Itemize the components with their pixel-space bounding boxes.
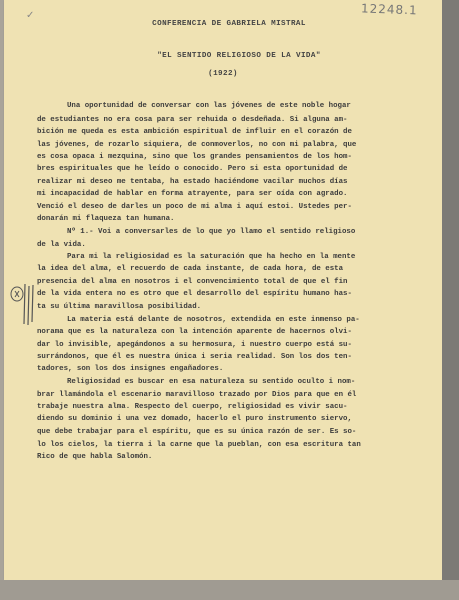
text-line: Una oportunidad de conversar con las jóvenes de este noble hogar <box>67 102 351 110</box>
text-line: dar lo invisible, apegándonos a su hermosura, i nuestro cuerpo está su- <box>37 341 352 349</box>
text-line: lo los cielos, la tierra i la carne que la pueblan, con esa escritura tan <box>37 441 361 449</box>
text-line: presencia del alma en nosotros i el convencimiento total de que el fin <box>37 278 348 286</box>
text-line: Religiosidad es buscar en esa naturaleza su sentido oculto i nom- <box>67 378 356 386</box>
text-line: tadores, son los dos insignes engañadores. <box>37 365 224 373</box>
text-line: realizar mi deseo me tentaba, ha estado haciéndome vacilar muchos días <box>37 178 348 186</box>
text-line: norama que es la naturaleza con la intención aparente de hacernos olvi- <box>37 328 352 336</box>
lecture-title: "EL SENTIDO RELIGIOSO DE LA VIDA" <box>157 52 321 60</box>
text-line: trabaje nuestra alma. Respecto del cuerpo, religiosidad es vivir sacu- <box>37 403 348 411</box>
text-line: surrándonos, que él es nuestra única i seria realidad. Son los dos ten- <box>37 353 352 361</box>
scanner-edge <box>442 0 459 600</box>
text-line: las jóvenes, de rozarlo siquiera, de conmoverlos, no con mi palabra, que <box>37 141 357 149</box>
text-line: de la vida entera no es otro que el desarrollo del espíritu humano has- <box>37 290 352 298</box>
text-line: mi incapacidad de hablar en forma atrayente, para ser oída con agrado. <box>37 190 348 198</box>
text-line: Rico de que habla Salomón. <box>37 453 153 461</box>
text-line: bición me queda es esta ambición espiritual de influir en el corazón de <box>37 128 352 136</box>
archive-reference-number: 12248.1 <box>360 1 418 18</box>
text-line: que debe trabajar para el espíritu, que es su única razón de ser. Es so- <box>37 428 357 436</box>
corner-tick-mark: ✓ <box>26 10 35 21</box>
handwritten-margin-mark <box>8 282 38 326</box>
text-line: diendo su dominio i una vez domado, hacerlo el puro instrumento siervo, <box>37 415 352 423</box>
document-title: CONFERENCIA DE GABRIELA MISTRAL <box>152 20 306 28</box>
scanner-bottom-edge <box>0 580 459 600</box>
text-line: de la vida. <box>37 241 86 249</box>
text-line: la idea del alma, el recuerdo de cada instante, de cada hora, de esta <box>37 265 344 273</box>
text-line: Venció el deseo de darles un poco de mi alma i aquí estoi. Ustedes per- <box>37 203 352 211</box>
text-line: La materia está delante de nosotros, extendida en este inmenso pa- <box>67 316 360 324</box>
lecture-year: (1922) <box>208 70 238 78</box>
text-line: de estudiantes no era cosa para ser rehuida o desdeñada. Si alguna am- <box>37 116 348 124</box>
text-line: Nº 1.- Voi a conversarles de lo que yo llamo el sentido religioso <box>67 228 356 236</box>
text-line: bres espirituales que he leído o conocido. Pero si esta oportunidad de <box>37 165 348 173</box>
text-line: brar llamándola el escenario maravilloso trazado por Dios para que en él <box>37 391 357 399</box>
text-line: ta su última maravillosa posibilidad. <box>37 303 202 311</box>
text-line: donarán mi flaqueza tan humana. <box>37 215 175 223</box>
text-line: es cosa opaca i mezquina, sino que los grandes pensamientos de los hom- <box>37 153 352 161</box>
text-line: Para mi la religiosidad es la saturación que ha hecho en la mente <box>67 253 356 261</box>
document-page <box>4 0 442 580</box>
